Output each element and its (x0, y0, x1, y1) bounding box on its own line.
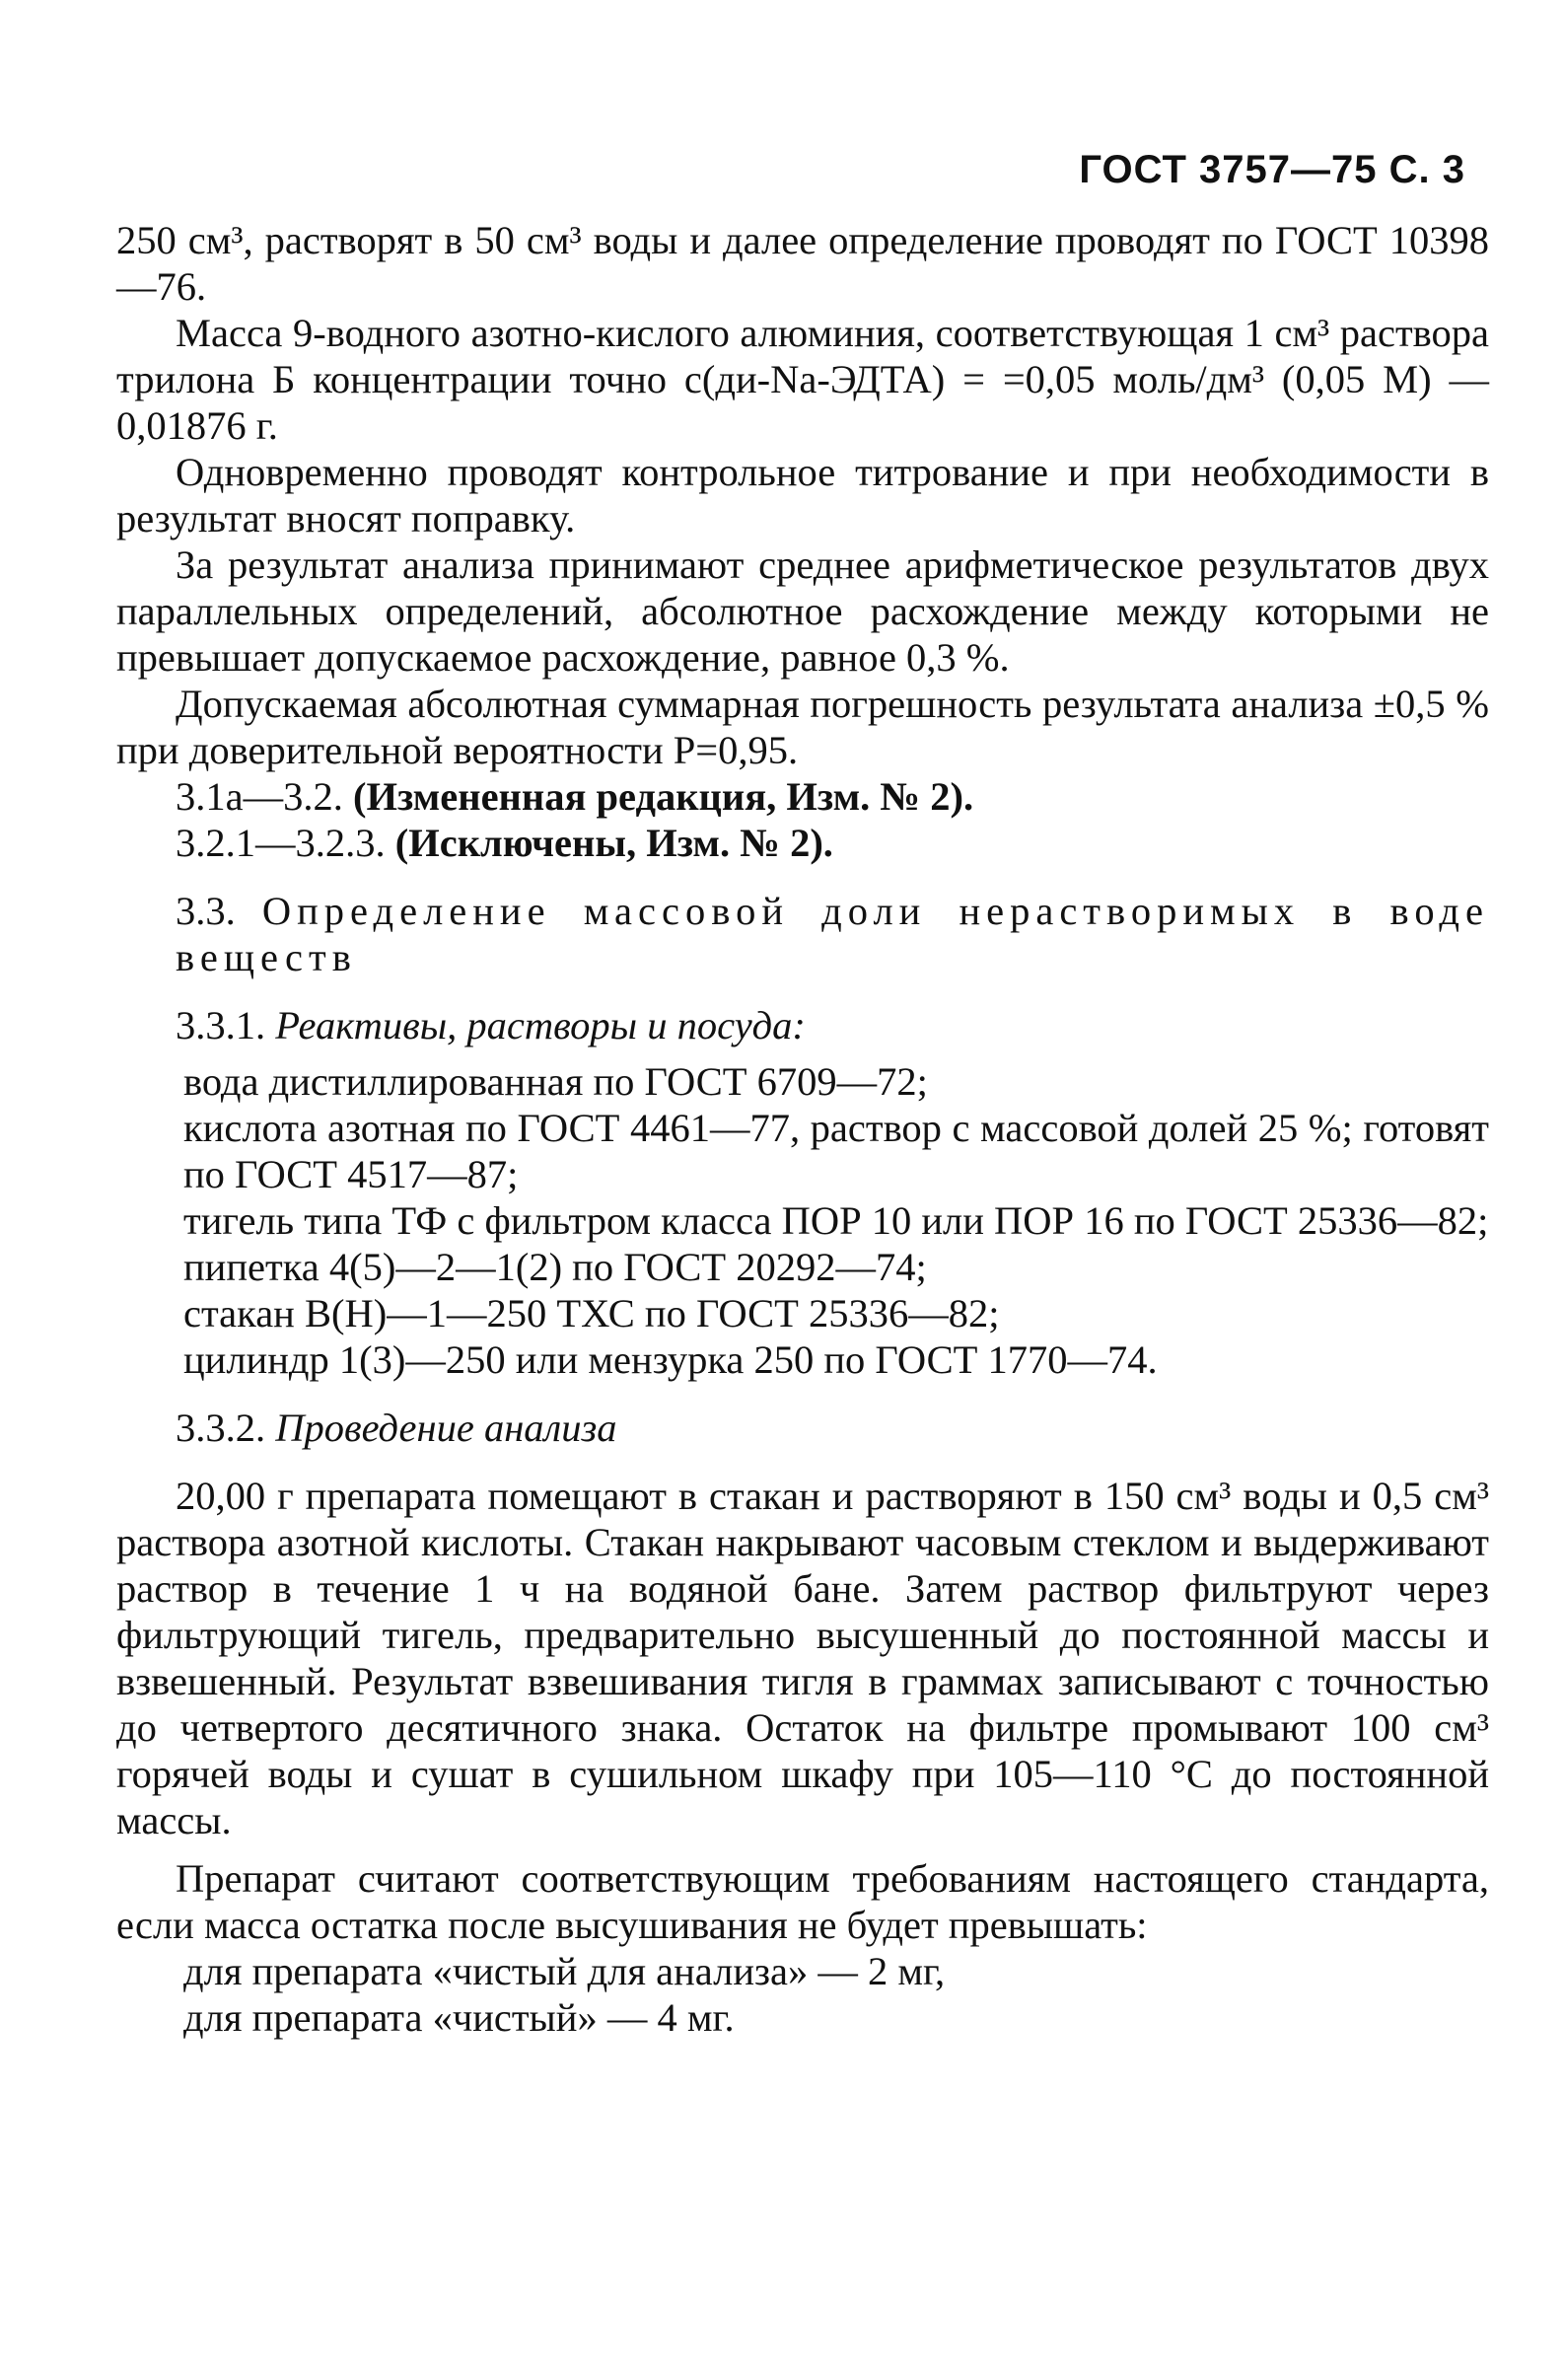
limit-item: для препарата «чистый для анализа» — 2 мг, (183, 1949, 946, 1993)
list-item: пипетка 4(5)—2—1(2) по ГОСТ 20292—74; (183, 1245, 927, 1289)
subsection-title: Проведение анализа (275, 1406, 617, 1450)
subsection-heading-3-3-2 (116, 1405, 1489, 1451)
section-title: Определение массовой доли нерастворимых в воде веществ (176, 889, 1489, 979)
subsection-heading-3-3-1 (116, 1002, 1489, 1048)
paragraph-result: За результат анализа принимают среднее арифметическое результатов двух параллельных определений, абсолютное расхождение между которыми не превышает допускаемое расхождение, равное 0,3 %. (116, 542, 1489, 680)
list-item: стакан В(Н)—1—250 ТХС по ГОСТ 25336—82; (183, 1291, 1000, 1335)
list-item: кислота азотная по ГОСТ 4461—77, раствор с массовой долей 25 %; готовят по ГОСТ 4517—87; (183, 1106, 1489, 1196)
paragraph-acceptance: Препарат считают соответствующим требованиям настоящего стандарта, если масса остатка после высушивания не будет превышать: (116, 1856, 1489, 1947)
list-item: тигель типа ТФ с фильтром класса ПОР 10 или ПОР 16 по ГОСТ 25336—82; (183, 1198, 1489, 1243)
limit-item: для препарата «чистый» — 4 мг. (183, 1995, 735, 2040)
paragraph-continuation: 250 см³, растворят в 50 см³ воды и далее определение проводят по ГОСТ 10398—76. (116, 218, 1489, 309)
section-number: 3.3. (176, 889, 236, 933)
subsection-number: 3.3.1. (176, 1003, 266, 1047)
amendment-ref: 3.2.1—3.2.3. (176, 821, 386, 865)
paragraph-procedure: 20,00 г препарата помещают в стакан и растворяют в 150 см³ воды и 0,5 см³ раствора азотной кислоты. Стакан накрывают часовым стеклом и выдерживают раствор в течение 1 ч на водяной бане. Затем раствор фильтруют через фильтрующий тигель, предварительно высушенный до постоянной массы и взвешенный. Результат взвешивания тигля в граммах записывают с точностью до четвертого десятичного знака. Остаток на фильтре промывают 100 см³ горячей воды и сушат в сушильном шкафу при 105—110 °С до постоянной массы. (116, 1474, 1489, 1842)
subsection-number: 3.3.2. (176, 1406, 266, 1450)
document-body (116, 217, 1489, 2041)
page-header: ГОСТ 3757—75 С. 3 (1079, 148, 1465, 191)
paragraph-control-titration: Одновременно проводят контрольное титрование и при необходимости в результат вносят поправку. (116, 450, 1489, 541)
subsection-title: Реактивы, растворы и посуда: (275, 1003, 806, 1047)
list-item: цилиндр 1(3)—250 или мензурка 250 по ГОСТ 1770—74. (183, 1337, 1158, 1382)
amendment-ref: 3.1а—3.2. (176, 774, 343, 819)
amendment-note-2 (116, 820, 1489, 866)
paragraph-error: Допускаемая абсолютная суммарная погрешность результата анализа ±0,5 % при доверительной вероятности P=0,95. (116, 682, 1489, 772)
list-item: вода дистиллированная по ГОСТ 6709—72; (183, 1059, 928, 1104)
amendment-note-1 (116, 773, 1489, 820)
amendment-text: (Измененная редакция, Изм. № 2). (352, 774, 974, 819)
paragraph-mass: Масса 9-водного азотно-кислого алюминия, соответствующая 1 см³ раствора трилона Б концентрации точно c(ди-Na-ЭДТА) = =0,05 моль/дм³ (0,05 М) — 0,01876 г. (116, 311, 1489, 448)
amendment-text: (Исключены, Изм. № 2). (394, 821, 833, 865)
section-heading-3-3 (116, 888, 1489, 980)
